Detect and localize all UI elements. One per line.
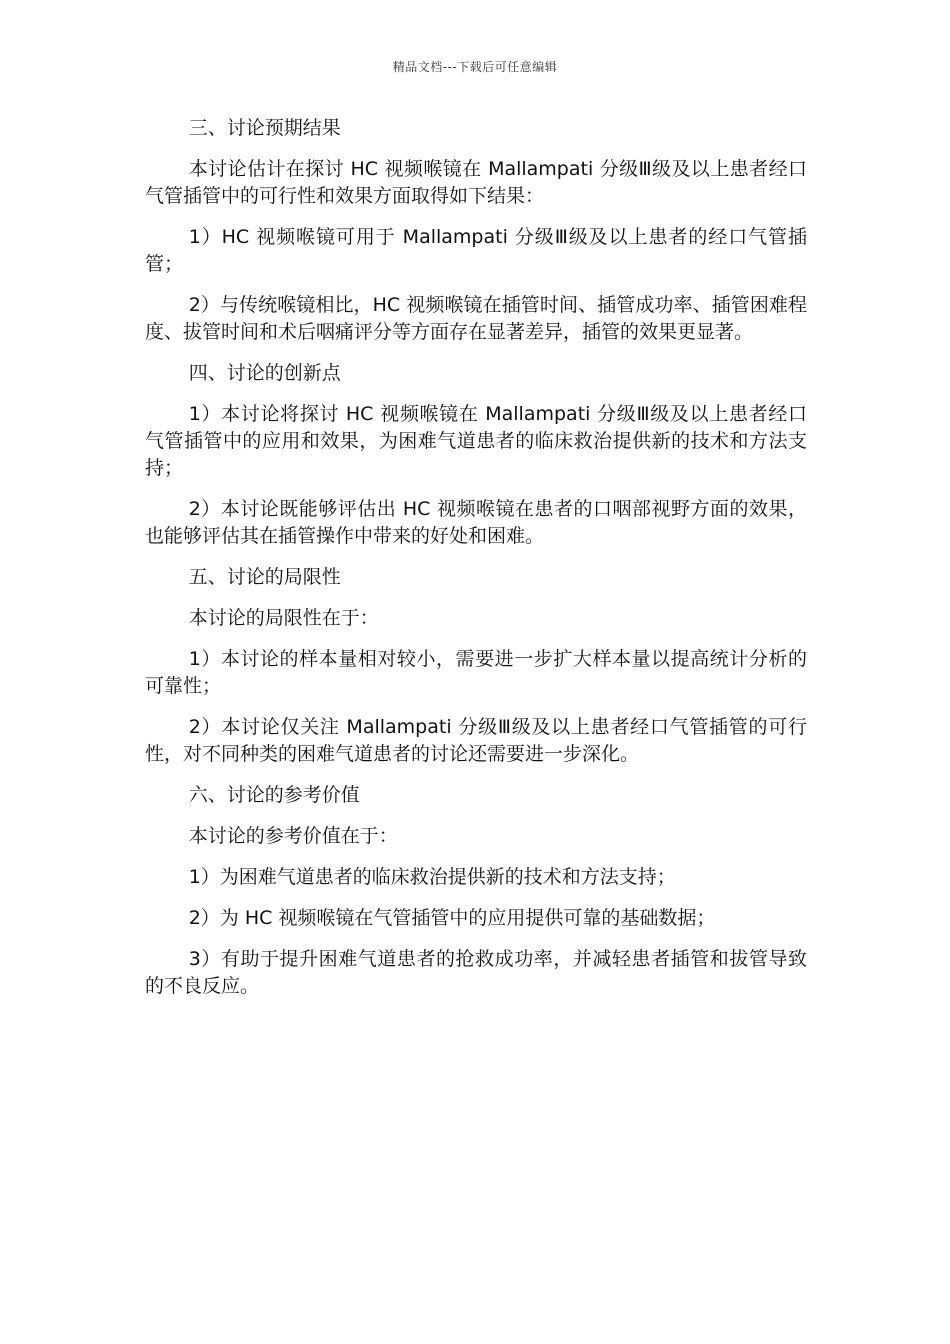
section-heading-limitations: 五、讨论的局限性 bbox=[188, 566, 341, 588]
paragraph-limitations-intro: 本讨论的局限性在于： bbox=[188, 607, 379, 629]
list-item-reference-value-2: 2）为 HC 视频喉镜在气管插管中的应用提供可靠的基础数据； bbox=[188, 907, 716, 929]
section-heading-reference-value: 六、讨论的参考价值 bbox=[188, 784, 360, 806]
list-item-limitation-2: 2）本讨论仅关注 Mallampati 分级Ⅲ级及以上患者经口气管插管的可行性，对不同种类的困难气道患者的讨论还需要进一步深化。 bbox=[145, 716, 807, 765]
section-heading-innovation: 四、讨论的创新点 bbox=[188, 362, 341, 384]
list-item-reference-value-3: 3）有助于提升困难气道患者的抢救成功率，并减轻患者插管和拔管导致的不良反应。 bbox=[145, 948, 807, 997]
section-heading-expected-results: 三、讨论预期结果 bbox=[188, 117, 341, 139]
page-header: 精品文档---下载后可任意编辑 bbox=[392, 60, 558, 74]
list-item-limitation-1: 1）本讨论的样本量相对较小，需要进一步扩大样本量以提高统计分析的可靠性； bbox=[145, 648, 807, 697]
list-item-expected-result-2: 2）与传统喉镜相比，HC 视频喉镜在插管时间、插管成功率、插管困难程度、拔管时间和术后咽痛评分等方面存在显著差异，插管的效果更显著。 bbox=[145, 294, 807, 343]
list-item-innovation-2: 2）本讨论既能够评估出 HC 视频喉镜在患者的口咽部视野方面的效果，也能够评估其在插管操作中带来的好处和困难。 bbox=[145, 498, 807, 547]
list-item-innovation-1: 1）本讨论将探讨 HC 视频喉镜在 Mallampati 分级Ⅲ级及以上患者经口气管插管中的应用和效果，为困难气道患者的临床救治提供新的技术和方法支持； bbox=[145, 403, 807, 479]
list-item-reference-value-1: 1）为困难气道患者的临床救治提供新的技术和方法支持； bbox=[188, 866, 676, 888]
paragraph-expected-results-intro: 本讨论估计在探讨 HC 视频喉镜在 Mallampati 分级Ⅲ级及以上患者经口气管插管中的可行性和效果方面取得如下结果： bbox=[145, 158, 807, 207]
list-item-expected-result-1: 1）HC 视频喉镜可用于 Mallampati 分级Ⅲ级及以上患者的经口气管插管； bbox=[145, 226, 807, 275]
document-body bbox=[145, 115, 807, 1014]
paragraph-reference-value-intro: 本讨论的参考价值在于： bbox=[188, 825, 398, 847]
